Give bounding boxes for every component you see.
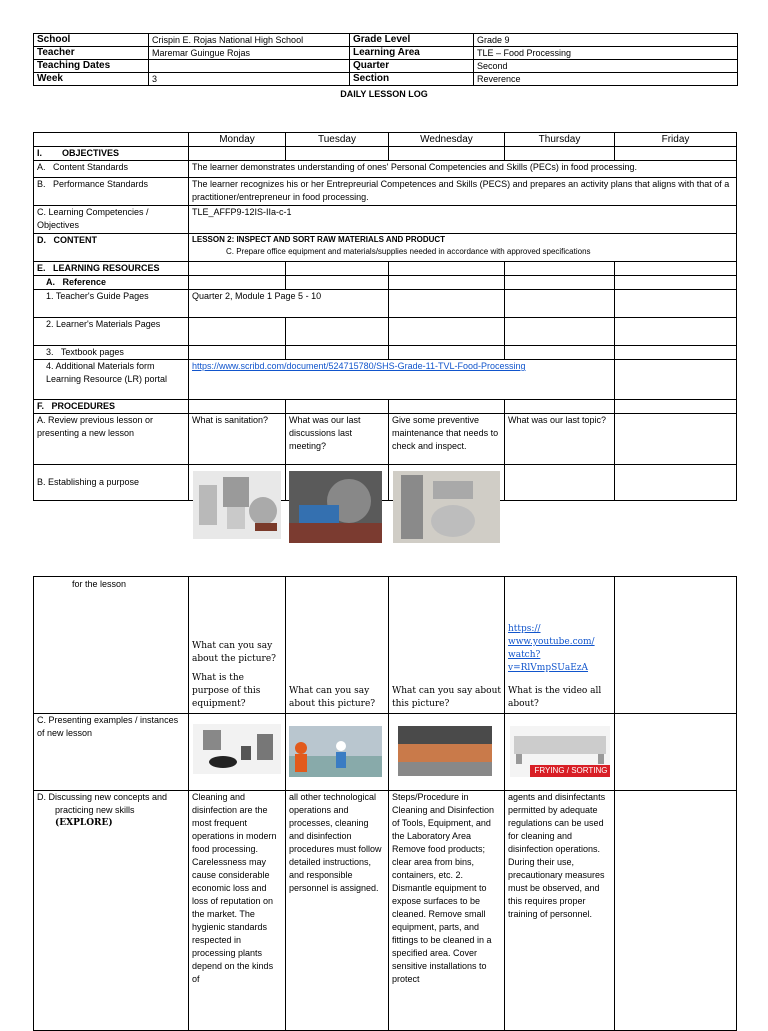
factory-icon bbox=[289, 726, 382, 777]
discuss-tuesday: all other technological operations and processes, cleaning and disinfection procedures must follow detailed instructions, and responsible personnel is assigned. bbox=[286, 791, 389, 1031]
teachers-guide: Quarter 2, Module 1 Page 5 - 10 bbox=[189, 290, 389, 318]
purpose-label: B. Establishing a purpose bbox=[34, 465, 189, 501]
review-wednesday: Give some preventive maintenance that needs to check and inspect. bbox=[389, 414, 505, 465]
textbook-label: 3. Textbook pages bbox=[34, 346, 189, 360]
youtube-link[interactable]: https:// www.youtube.com/ watch? v=RlVmpSUaEzA bbox=[508, 624, 595, 673]
day-friday: Friday bbox=[615, 133, 737, 147]
content-subtitle: C. Prepare office equipment and materials/supplies needed in accordance with approved specifications bbox=[226, 247, 591, 256]
discuss-label: D. Discussing new concepts and practicing new skills bbox=[37, 792, 168, 815]
slicer-icon bbox=[289, 471, 382, 543]
performance-standards-label: B. Performance Standards bbox=[34, 178, 189, 206]
area-label: Learning Area bbox=[350, 47, 474, 60]
frying-caption: FRYING / SORTING bbox=[534, 766, 608, 775]
quarter-label: Quarter bbox=[350, 60, 474, 73]
resources-label: E. LEARNING RESOURCES bbox=[34, 262, 189, 276]
stand-mixer-photo bbox=[393, 471, 500, 543]
discuss-thursday: agents and disinfectants permitted by adequate regulations can be used for cleaning and disinfection operations. During their use, precautionary measures must be observed, and this requires proper training of personnel. bbox=[505, 791, 615, 1031]
week-label: Week bbox=[34, 73, 149, 86]
performance-standards: The learner recognizes his or her Entrepreurial Competences and Skills (PECS) and prepares an activity plans that aligns with that of a practitioner/entrepreneur in food processing. bbox=[189, 178, 737, 206]
day-thursday: Thursday bbox=[505, 133, 615, 147]
review-label: A. Review previous lesson or presenting a new lesson bbox=[34, 414, 189, 465]
section-value: Reverence bbox=[474, 73, 738, 86]
conveyor-food-photo bbox=[398, 726, 492, 776]
lesson-table-2 bbox=[33, 576, 737, 1031]
sorting-machine-photo bbox=[510, 726, 610, 777]
objectives-label: I. OBJECTIVES bbox=[34, 147, 189, 161]
school-label: School bbox=[34, 34, 149, 47]
teachers-guide-label: 1. Teacher's Guide Pages bbox=[34, 290, 189, 318]
content-label: D. CONTENT bbox=[34, 234, 189, 262]
machines-icon bbox=[193, 471, 281, 539]
discuss-wednesday: Steps/Procedure in Cleaning and Disinfection of Tools, Equipment, and the Laboratory Area Remove food products; clear area from bins, containers, etc. 2. Dismantle equipment to expose surfaces to be cleaned. Remove small equipment, parts, and fittings to be cleaned in a specified area. Cover sensitive installations to protect bbox=[389, 791, 505, 1031]
purpose-q-tuesday: What can you say about this picture? bbox=[286, 577, 389, 714]
purpose-q-monday: What can you say about the picture? bbox=[192, 641, 276, 664]
meat-processing-machines-photo bbox=[193, 471, 281, 539]
learners-materials-label: 2. Learner's Materials Pages bbox=[34, 318, 189, 346]
day-wednesday: Wednesday bbox=[389, 133, 505, 147]
area-value: TLE – Food Processing bbox=[474, 47, 738, 60]
competencies-label: C. Learning Competencies / Objectives bbox=[34, 206, 189, 234]
food-factory-workers-photo bbox=[289, 726, 382, 777]
blank-cell bbox=[34, 133, 189, 147]
reference-label: A. Reference bbox=[34, 276, 189, 290]
review-tuesday: What was our last discussions last meeting? bbox=[286, 414, 389, 465]
scribd-link[interactable]: https://www.scribd.com/document/524715780/SHS-Grade-11-TVL-Food-Processing bbox=[192, 361, 526, 371]
discuss-explore: (EXPLORE) bbox=[55, 818, 113, 828]
purpose-label-cont: for the lesson bbox=[34, 577, 189, 714]
discuss-monday: Cleaning and disinfection are the most frequent operations in modern food processing. Carelessness may cause considerable economic loss and loss of reputation on the market. The hygienic standards respected in processing plants depend on the kinds of bbox=[189, 791, 286, 1031]
review-thursday: What was our last topic? bbox=[505, 414, 615, 465]
competencies: TLE_AFFP9-12IS-IIa-c-1 bbox=[189, 206, 737, 234]
teacher-value: Maremar Guingue Rojas bbox=[149, 47, 350, 60]
content-title: LESSON 2: INSPECT AND SORT RAW MATERIALS AND PRODUCT bbox=[192, 235, 446, 244]
additional-materials-label: 4. Additional Materials form Learning Resource (LR) portal bbox=[34, 360, 189, 400]
examples-label: C. Presenting examples / instances of new lesson bbox=[34, 714, 189, 791]
review-monday: What is sanitation? bbox=[189, 414, 286, 465]
teacher-label: Teacher bbox=[34, 47, 149, 60]
purpose-q-wednesday: What can you say about this picture? bbox=[389, 577, 505, 714]
cookware-photo bbox=[193, 724, 281, 774]
school-value: Crispin E. Rojas National High School bbox=[149, 34, 350, 47]
cookware-icon bbox=[193, 724, 281, 774]
section-label: Section bbox=[350, 73, 474, 86]
grade-label: Grade Level bbox=[350, 34, 474, 47]
content-standards: The learner demonstrates understanding of ones' Personal Competencies and Skills (PECs) in food processing. bbox=[189, 161, 737, 178]
mixer-icon bbox=[393, 471, 500, 543]
purpose-q-thursday: What is the video all about? bbox=[508, 686, 602, 709]
dates-label: Teaching Dates bbox=[34, 60, 149, 73]
day-monday: Monday bbox=[189, 133, 286, 147]
purpose-q2-monday: What is the purpose of this equipment? bbox=[192, 673, 261, 709]
dates-value bbox=[149, 60, 350, 73]
quarter-value: Second bbox=[474, 60, 738, 73]
day-tuesday: Tuesday bbox=[286, 133, 389, 147]
week-value: 3 bbox=[149, 73, 350, 86]
meat-slicer-photo bbox=[289, 471, 382, 543]
header-table bbox=[33, 33, 738, 86]
page-title: DAILY LESSON LOG bbox=[340, 89, 428, 99]
content-standards-label: A. Content Standards bbox=[34, 161, 189, 178]
conveyor-icon bbox=[398, 726, 492, 776]
lesson-table-1 bbox=[33, 132, 737, 501]
procedures-label: F. PROCEDURES bbox=[34, 400, 189, 414]
grade-value: Grade 9 bbox=[474, 34, 738, 47]
